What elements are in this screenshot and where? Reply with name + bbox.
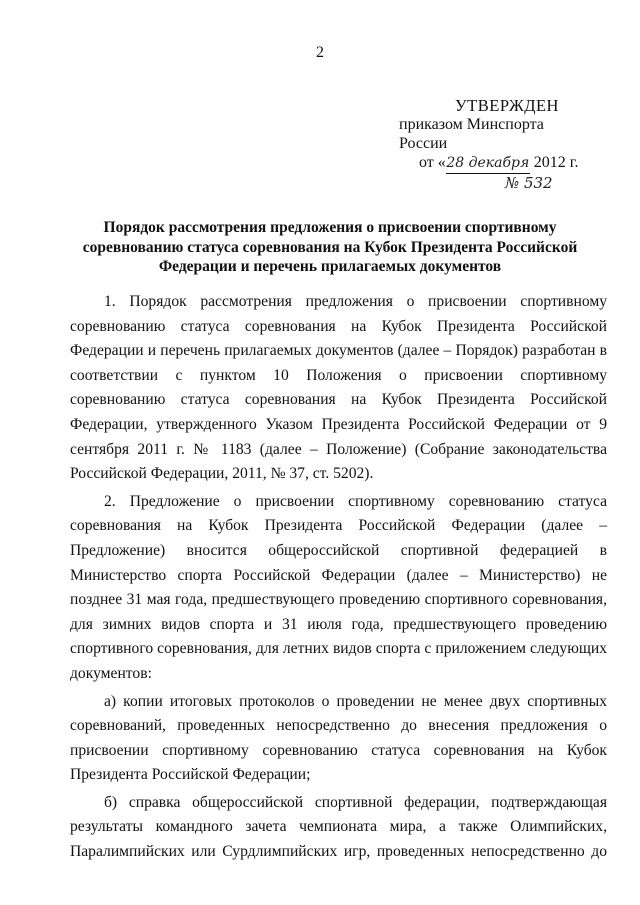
approval-title: УТВЕРЖДЕН (455, 96, 559, 115)
paragraph-2: 2. Предложение о присвоении спортивному соревнованию статуса соревнования на Кубок Президента Российской Федерации (далее – Предложение) вносится общероссийской спортивной федерацией в Министерство спорта Российской Федерации (далее – Министерство) не позднее 31 мая года, предшествующего проведению спортивного соревнования, для зимних видов спорта и 31 июля года, предшествующего проведению спортивного соревнования, для летних видов спорта с приложением следующих документов: (70, 492, 607, 682)
handwritten-date: 28 декабря (446, 154, 530, 174)
approval-number (395, 174, 595, 193)
approval-date-suffix: 2012 г. (533, 154, 579, 171)
approval-date-prefix: от « (419, 154, 446, 171)
paragraph-b: б) справка общероссийской спортивной федерации, подтверждающая результаты командного зачета чемпионата мира, а также Олимпийских, Паралимпийских или Сурдлимпийских игр, проведенных непосредственно до (70, 793, 607, 861)
paragraph-1: 1. Порядок рассмотрения предложения о присвоении спортивному соревнованию статуса соревнования на Кубок Президента Российской Федерации и перечень прилагаемых документов (далее – Порядок) разработан в соответствии с пунктом 10 Положения о присвоении спортивному соревнованию статуса соревнования на Кубок Президента Российской Федерации, утвержденного Указом Президента Российской Федерации от 9 сентября 2011 г. № 1183 (далее – Положение) (Собрание законодательства Российской Федерации, 2011, № 37, ст. 5202). (70, 293, 607, 483)
paragraph-a: а) копии итоговых протоколов о проведении не менее двух спортивных соревнований, проведенных непосредственно до внесения предложения о присвоении спортивному соревнованию статуса соревнования на Кубок Президента Российской Федерации; (70, 692, 607, 784)
document-heading: Порядок рассмотрения предложения о присвоении спортивному соревнованию статуса соревнования на Кубок Президента Российской Федерации и перечень прилагаемых документов (82, 219, 578, 275)
approval-order-by: приказом Минспорта России (399, 116, 544, 152)
approval-date (395, 153, 595, 174)
page-number: 2 (316, 44, 324, 61)
handwritten-number: № 532 (505, 174, 553, 192)
approval-stamp (395, 96, 595, 193)
document-body (70, 290, 607, 868)
